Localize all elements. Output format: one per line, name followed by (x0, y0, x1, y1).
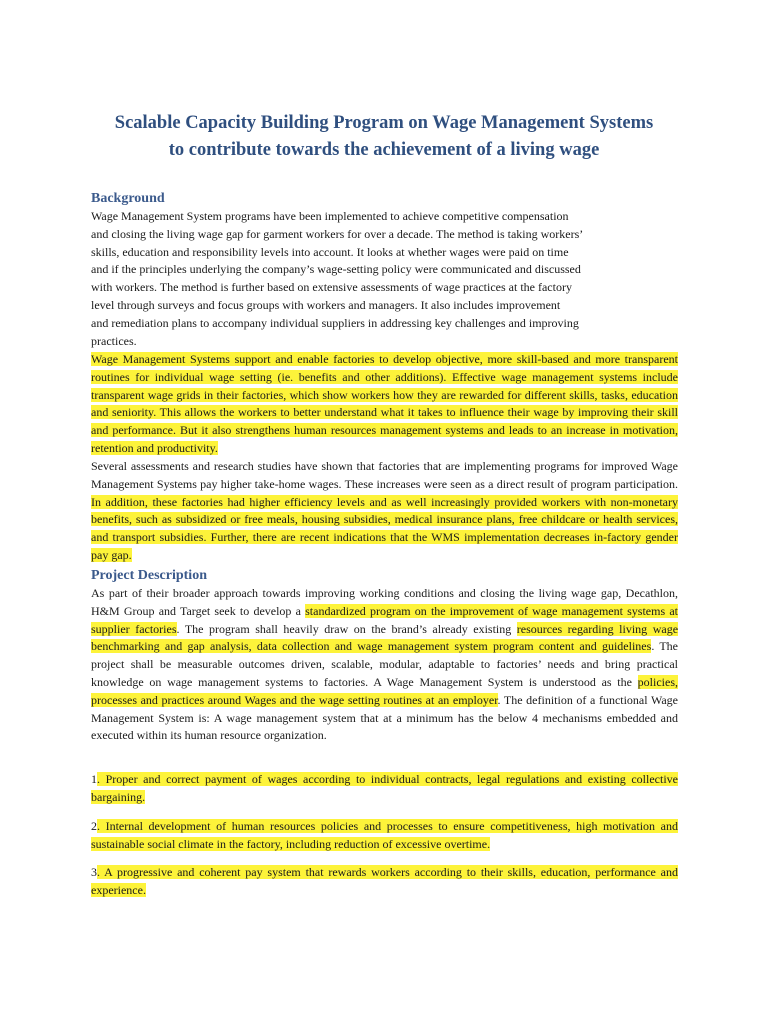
background-heading: Background (91, 191, 165, 206)
background-line: and if the principles underlying the company’s wage-setting policy were communicated and discussed (91, 262, 581, 277)
document-title (60, 110, 708, 164)
plain-text: . The definition of a functional Wage Management System is: A wage management system that at a minimum has the below 4 mechanisms embedded and executed within its human resource organization. (91, 692, 678, 743)
plain-text: . The program shall heavily draw on the brand’s already existing (176, 621, 517, 636)
title-line-1: Scalable Capacity Building Program on Wage Management Systems (114, 113, 654, 133)
background-line: with workers. The method is further based on extensive assessments of wage practices at the factory (91, 280, 572, 295)
highlighted-text: standardized program on the improvement of wage management systems at supplier factories (91, 603, 678, 636)
mechanism-item-2 (91, 818, 678, 854)
wms-support-paragraph (91, 351, 678, 458)
item-number: 1 (91, 772, 97, 786)
plain-text: . The project shall be measurable outcomes driven, scalable, modular, adaptable to factories’ needs and bring practical knowledge on wage management systems to factories. A Wage Management System is understood as the (91, 639, 678, 689)
background-line: practices. (91, 333, 137, 348)
mechanism-item-1 (91, 771, 678, 807)
background-line: level through surveys and focus groups with workers and managers. It also includes improvement (91, 297, 561, 312)
background-line: Wage Management System programs have been implemented to achieve competitive compensation (91, 209, 569, 223)
mechanism-item-3 (91, 864, 678, 900)
highlighted-text: resources regarding living wage benchmarking and gap analysis, data collection and wage management system program content and guidelines (91, 621, 679, 654)
item-number: 3 (91, 865, 97, 879)
highlighted-text: . Proper and correct payment of wages according to individual contracts, legal regulations and existing collective bargaining. (91, 772, 678, 804)
project-description-heading: Project Description (91, 568, 207, 583)
plain-text: As part of their broader approach towards improving working conditions and closing the living wage gap, Decathlon, H&M Group and Target seek to develop a (91, 586, 678, 618)
background-intro-paragraph (91, 208, 678, 350)
project-description-paragraph (91, 585, 678, 745)
assessments-paragraph (91, 458, 678, 565)
title-line-2: to contribute towards the achievement of a living wage (168, 140, 600, 160)
item-number: 2 (91, 819, 97, 833)
highlighted-text: In addition, these factories had higher efficiency levels and as well increasingly provided workers with non-monetary benefits, such as subsidized or free meals, housing subsidies, medical insurance plans, free childcare or health services, and transport subsidies. Further, there are recent indications that the WMS implementation decreases in-factory gender pay gap. (91, 494, 678, 562)
highlighted-text: policies, processes and practices around Wages and the wage setting routines at an employer (91, 674, 678, 707)
highlighted-text: . Internal development of human resources policies and processes to ensure competitiveness, high motivation and sustainable social climate in the factory, including reduction of excessive overtime. (91, 819, 678, 851)
background-line: and remediation plans to accompany individual suppliers in addressing key challenges and improving (91, 315, 579, 330)
background-line: skills, education and responsibility levels into account. It looks at whether wages were paid on time (91, 244, 569, 259)
highlighted-text: Wage Management Systems support and enable factories to develop objective, more skill-based and more transparent routines for individual wage setting (ie. benefits and other additions). Effective wage management systems include transparent wage grids in their factories, which show workers how they are rewarded for different skills, tasks, education and seniority. This allows the workers to better understand what it takes to influence their wage by improving their skill and performance. But it also strengthens human resources management systems and leads to an increase in motivation, retention and productivity. (91, 352, 678, 455)
background-line: and closing the living wage gap for garment workers for over a decade. The method is taking workers’ (91, 226, 584, 241)
plain-text: Several assessments and research studies have shown that factories that are implementing programs for improved Wage Management Systems pay higher take-home wages. These increases were seen as a direct result of program participation. (91, 459, 678, 491)
highlighted-text: . A progressive and coherent pay system that rewards workers according to their skills, education, performance and experience. (91, 865, 678, 897)
